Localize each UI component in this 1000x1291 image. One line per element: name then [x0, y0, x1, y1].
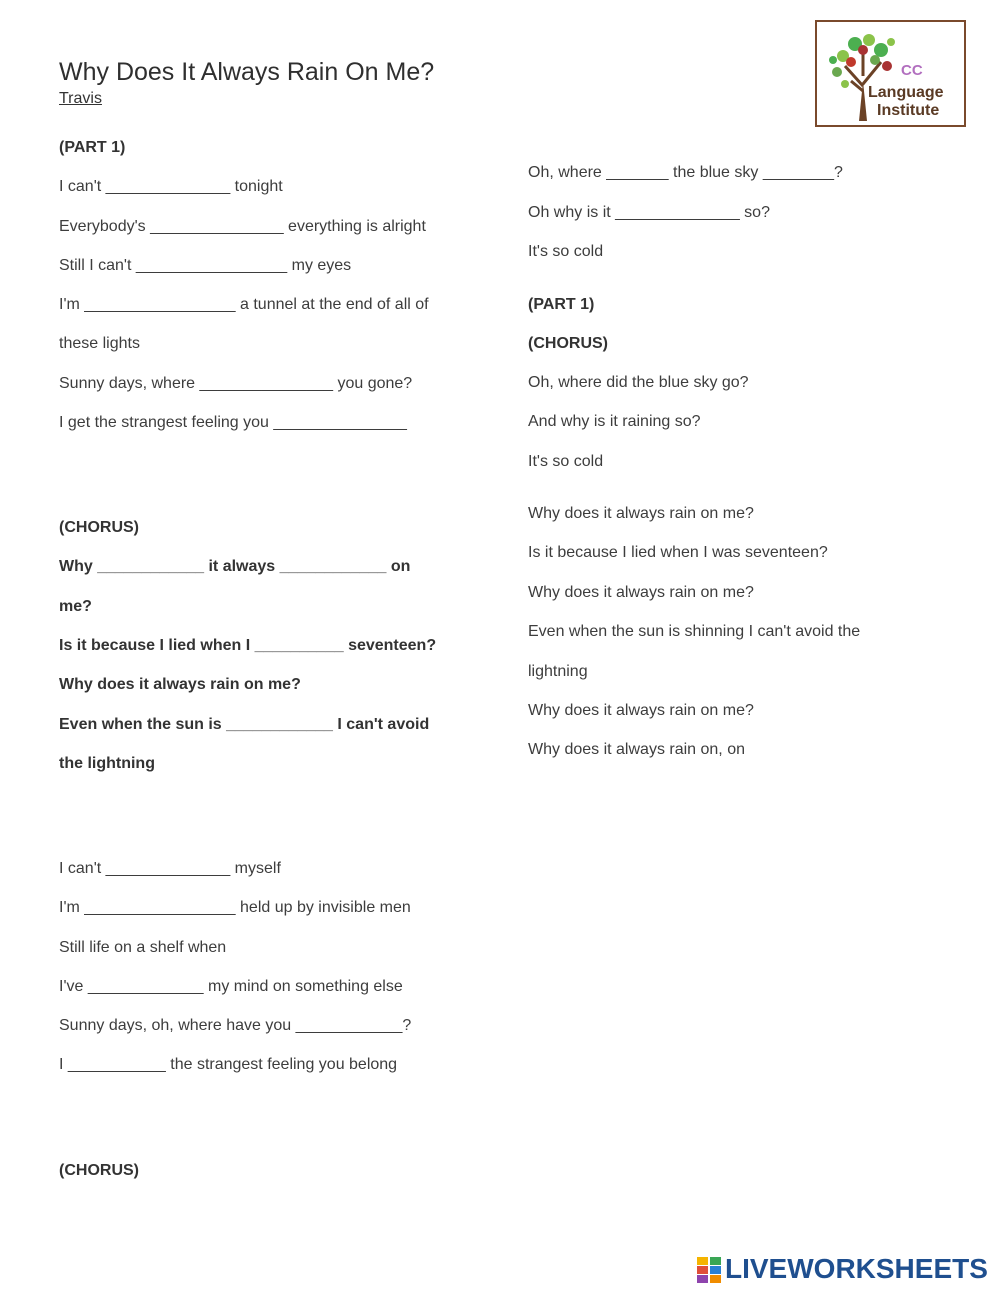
chorus-heading: (CHORUS)	[59, 1162, 139, 1179]
chorus-line	[59, 716, 429, 734]
lyric-line: And why is it raining so?	[528, 413, 701, 430]
lyric-line: Why does it always rain on, on	[528, 741, 745, 758]
lyric-text: it always	[208, 558, 276, 575]
blank-field[interactable]: ___________	[67, 1056, 166, 1073]
lyric-text: I	[59, 1056, 64, 1073]
lyric-text: myself	[234, 860, 281, 877]
lyric-text: everything is alright	[288, 218, 426, 235]
lyric-text: Oh, where	[528, 164, 602, 181]
lyric-text: I get the strangest feeling you	[59, 414, 269, 431]
part1-heading: (PART 1)	[528, 296, 595, 313]
artist-link[interactable]: Travis	[59, 90, 102, 107]
lyric-line	[59, 218, 426, 236]
liveworksheets-text: LIVEWORKSHEETS	[725, 1253, 988, 1284]
blank-field[interactable]: _______________	[273, 414, 407, 431]
lyric-text: Even when the sun is	[59, 716, 222, 733]
lyric-text: tonight	[234, 178, 283, 195]
institute-logo	[815, 20, 966, 127]
blank-field[interactable]: _______________	[199, 375, 334, 392]
blank-field[interactable]: ______________	[615, 204, 740, 221]
lyric-line	[59, 1017, 411, 1035]
lyric-text: seventeen?	[348, 637, 437, 654]
lyric-line	[59, 296, 429, 314]
lyric-text: I can't avoid	[337, 716, 430, 733]
lyric-text: Oh why is it	[528, 204, 611, 221]
lyric-text: Everybody's	[59, 218, 146, 235]
lyric-line	[59, 257, 351, 275]
lyric-text: Still I can't	[59, 257, 132, 274]
lyric-line	[59, 899, 411, 917]
lyric-line: these lights	[59, 335, 140, 352]
lyric-text: the blue sky	[673, 164, 759, 181]
lyric-line: lightning	[528, 663, 588, 680]
lyric-line	[528, 164, 843, 182]
lyric-text: you gone?	[337, 375, 413, 392]
lyric-text: ?	[834, 164, 843, 181]
blank-field[interactable]: _______________	[150, 218, 284, 235]
lyric-line: Is it because I lied when I was seventeen?	[528, 544, 828, 561]
lyric-text: a tunnel at the end of all of	[240, 296, 429, 313]
lyric-line: Why does it always rain on me?	[528, 505, 754, 522]
logo-cc-text: CC	[901, 62, 923, 79]
lyric-line	[59, 1056, 397, 1074]
chorus-line	[59, 558, 410, 576]
lyric-line	[59, 375, 412, 393]
chorus-line: the lightning	[59, 755, 155, 772]
blocks-icon	[697, 1257, 721, 1283]
lyric-line	[59, 978, 403, 996]
lyric-text: my eyes	[291, 257, 352, 274]
blank-field[interactable]: ______________	[105, 860, 231, 877]
chorus-line: Why does it always rain on me?	[59, 676, 301, 693]
lyric-line	[59, 860, 281, 878]
lyric-text: so?	[744, 204, 770, 221]
lyric-text: on	[390, 558, 411, 575]
logo-language-text: Language	[868, 84, 944, 101]
blank-field[interactable]: ______________	[105, 178, 231, 195]
lyric-text: my mind on something else	[208, 978, 403, 995]
lyric-line: Oh, where did the blue sky go?	[528, 374, 749, 391]
blank-field[interactable]: __________	[254, 637, 344, 654]
blank-field[interactable]: ____________	[279, 558, 387, 575]
logo-institute-text: Institute	[877, 102, 940, 119]
blank-field[interactable]: _________________	[84, 296, 236, 313]
lyric-text: Is it because I lied when I	[59, 637, 251, 654]
part1-heading: (PART 1)	[59, 139, 126, 156]
blank-field[interactable]: ________	[762, 164, 835, 181]
lyric-text: the strangest feeling you belong	[170, 1056, 398, 1073]
lyric-text: held up by invisible men	[240, 899, 411, 916]
blank-field[interactable]: ____________	[295, 1017, 403, 1034]
lyric-text: I'm	[59, 296, 80, 313]
blank-field[interactable]: ____________	[226, 716, 333, 733]
lyric-line: Still life on a shelf when	[59, 939, 227, 956]
lyric-text: I'm	[59, 899, 80, 916]
lyric-line	[528, 204, 770, 222]
blank-field[interactable]: _________________	[84, 899, 236, 916]
worksheet-title: Why Does It Always Rain On Me?	[59, 58, 435, 86]
blank-field[interactable]: ____________	[97, 558, 205, 575]
lyric-line	[59, 178, 283, 196]
lyric-line: It's so cold	[528, 243, 604, 260]
chorus-heading: (CHORUS)	[59, 519, 139, 536]
lyric-line: It's so cold	[528, 453, 604, 470]
lyric-line	[59, 414, 407, 432]
lyric-text: I've	[59, 978, 84, 995]
lyric-text: I can't	[59, 860, 102, 877]
lyric-text: Why	[59, 558, 93, 575]
lyric-text: Sunny days, where	[59, 375, 196, 392]
lyric-text: Sunny days, oh, where have you	[59, 1017, 292, 1034]
chorus-heading: (CHORUS)	[528, 335, 608, 352]
blank-field[interactable]: _____________	[87, 978, 204, 995]
lyric-line: Why does it always rain on me?	[528, 584, 754, 601]
lyric-text: ?	[402, 1017, 412, 1034]
blank-field[interactable]: _______	[606, 164, 669, 181]
lyric-line: Even when the sun is shinning I can't avoid the	[528, 623, 861, 640]
blank-field[interactable]: _________________	[135, 257, 288, 274]
lyric-line: Why does it always rain on me?	[528, 702, 754, 719]
chorus-line	[59, 637, 436, 655]
chorus-line: me?	[59, 598, 92, 615]
lyric-text: I can't	[59, 178, 102, 195]
